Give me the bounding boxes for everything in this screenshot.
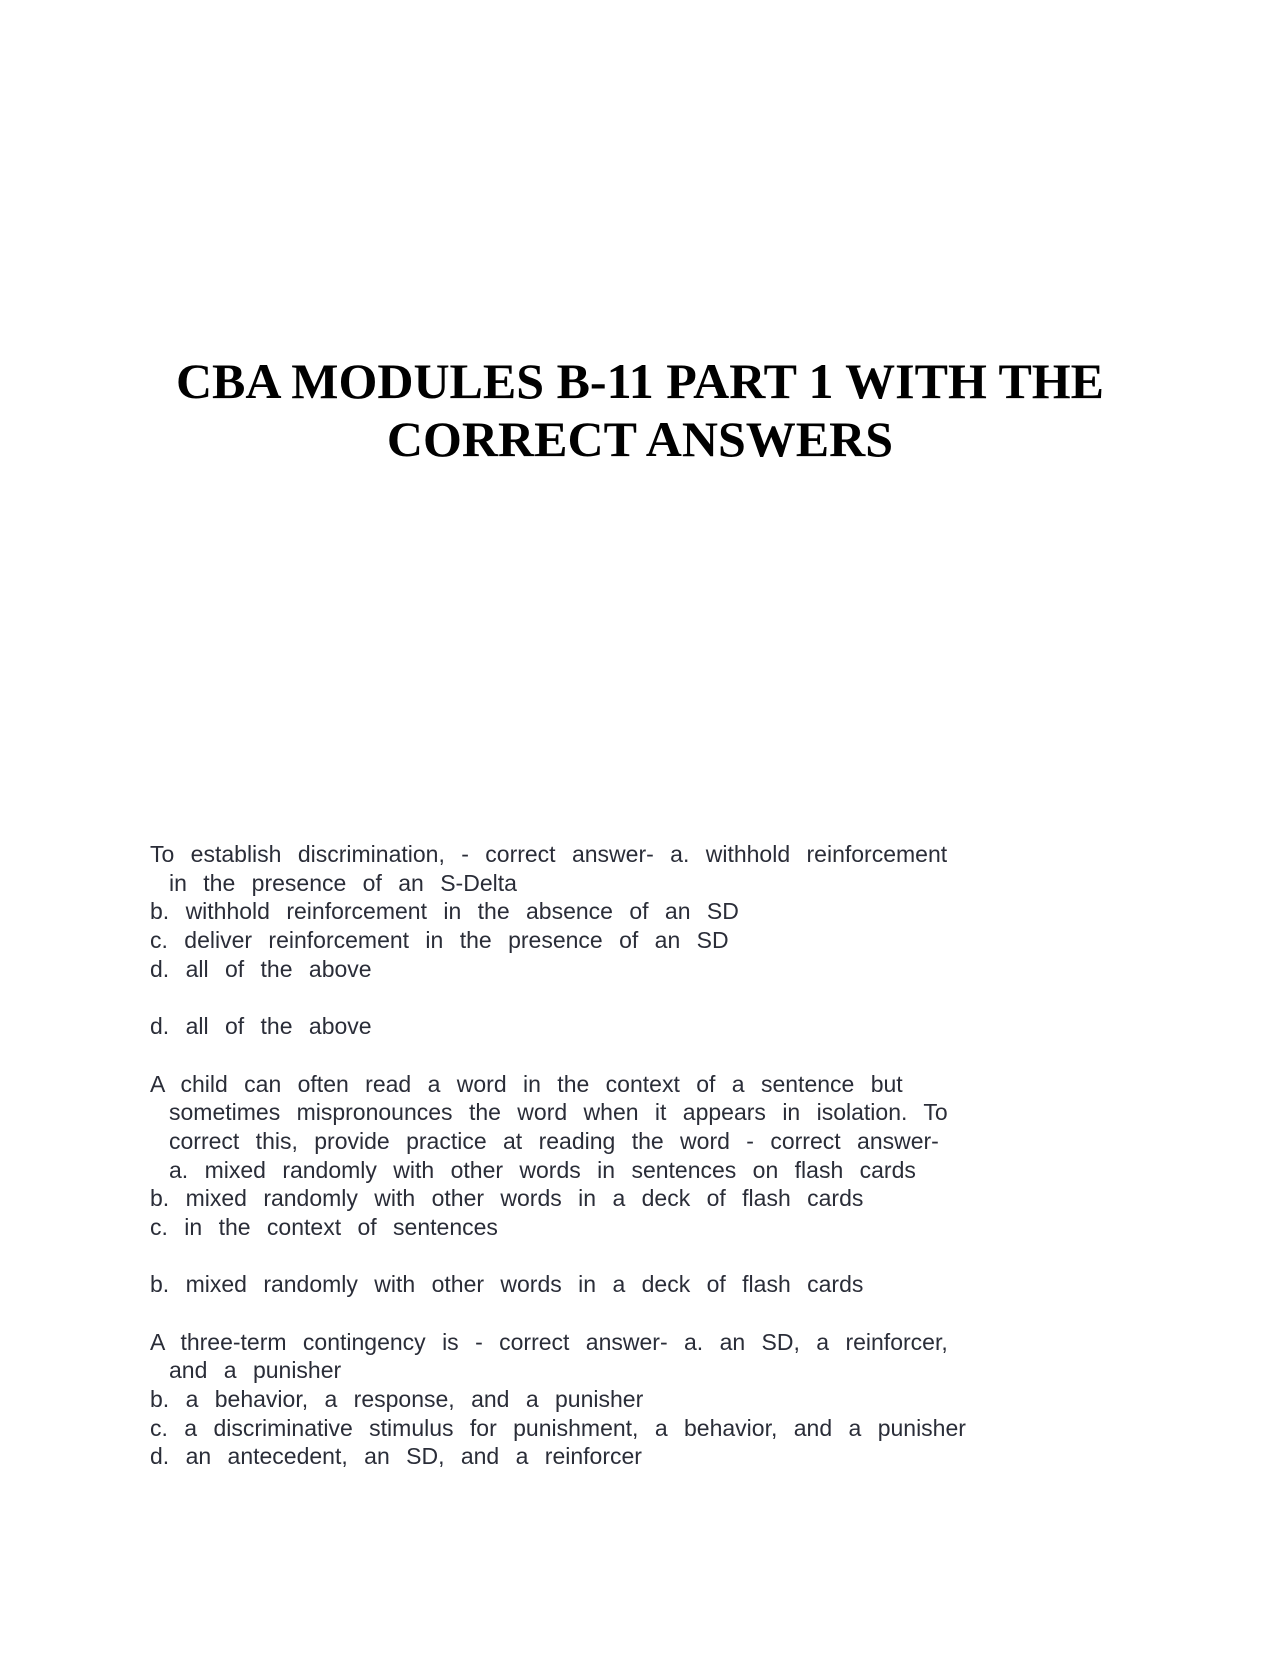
title-line: CORRECT ANSWERS — [386, 411, 894, 467]
question-text: sometimes mispronounces the word when it appears in isolation. To — [169, 1099, 948, 1126]
answer-option: d. an antecedent, an SD, and a reinforcer — [150, 1443, 642, 1470]
question-block — [150, 1070, 1150, 1328]
question-block — [150, 840, 1150, 1070]
question-list — [150, 840, 1150, 1471]
correct-answer: b. mixed randomly with other words in a deck of flash cards — [150, 1271, 864, 1298]
answer-option: b. a behavior, a response, and a punisher — [150, 1386, 644, 1413]
answer-option: a. mixed randomly with other words in sentences on flash cards — [169, 1156, 916, 1183]
answer-option: d. all of the above — [150, 955, 372, 982]
correct-answer: d. all of the above — [150, 1013, 372, 1040]
question-text: A three-term contingency is - correct answer- a. an SD, a reinforcer, — [150, 1328, 948, 1355]
page-title — [140, 352, 1140, 468]
question-text: in the presence of an S-Delta — [169, 869, 517, 896]
answer-option: c. in the context of sentences — [150, 1213, 498, 1240]
question-text: To establish discrimination, - correct answer- a. withhold reinforcement — [150, 841, 948, 867]
title-line: CBA MODULES B-11 PART 1 WITH THE — [175, 353, 1105, 409]
answer-option: c. deliver reinforcement in the presence of an SD — [150, 927, 729, 954]
answer-option: b. withhold reinforcement in the absence of an SD — [150, 898, 739, 925]
answer-option: and a punisher — [169, 1357, 342, 1384]
question-block — [150, 1328, 1150, 1471]
answer-option: c. a discriminative stimulus for punishment, a behavior, and a punisher — [150, 1414, 966, 1441]
question-text: correct this, provide practice at reading the word - correct answer- — [169, 1127, 939, 1154]
answer-option: b. mixed randomly with other words in a deck of flash cards — [150, 1185, 864, 1212]
question-text: A child can often read a word in the context of a sentence but — [150, 1070, 903, 1097]
